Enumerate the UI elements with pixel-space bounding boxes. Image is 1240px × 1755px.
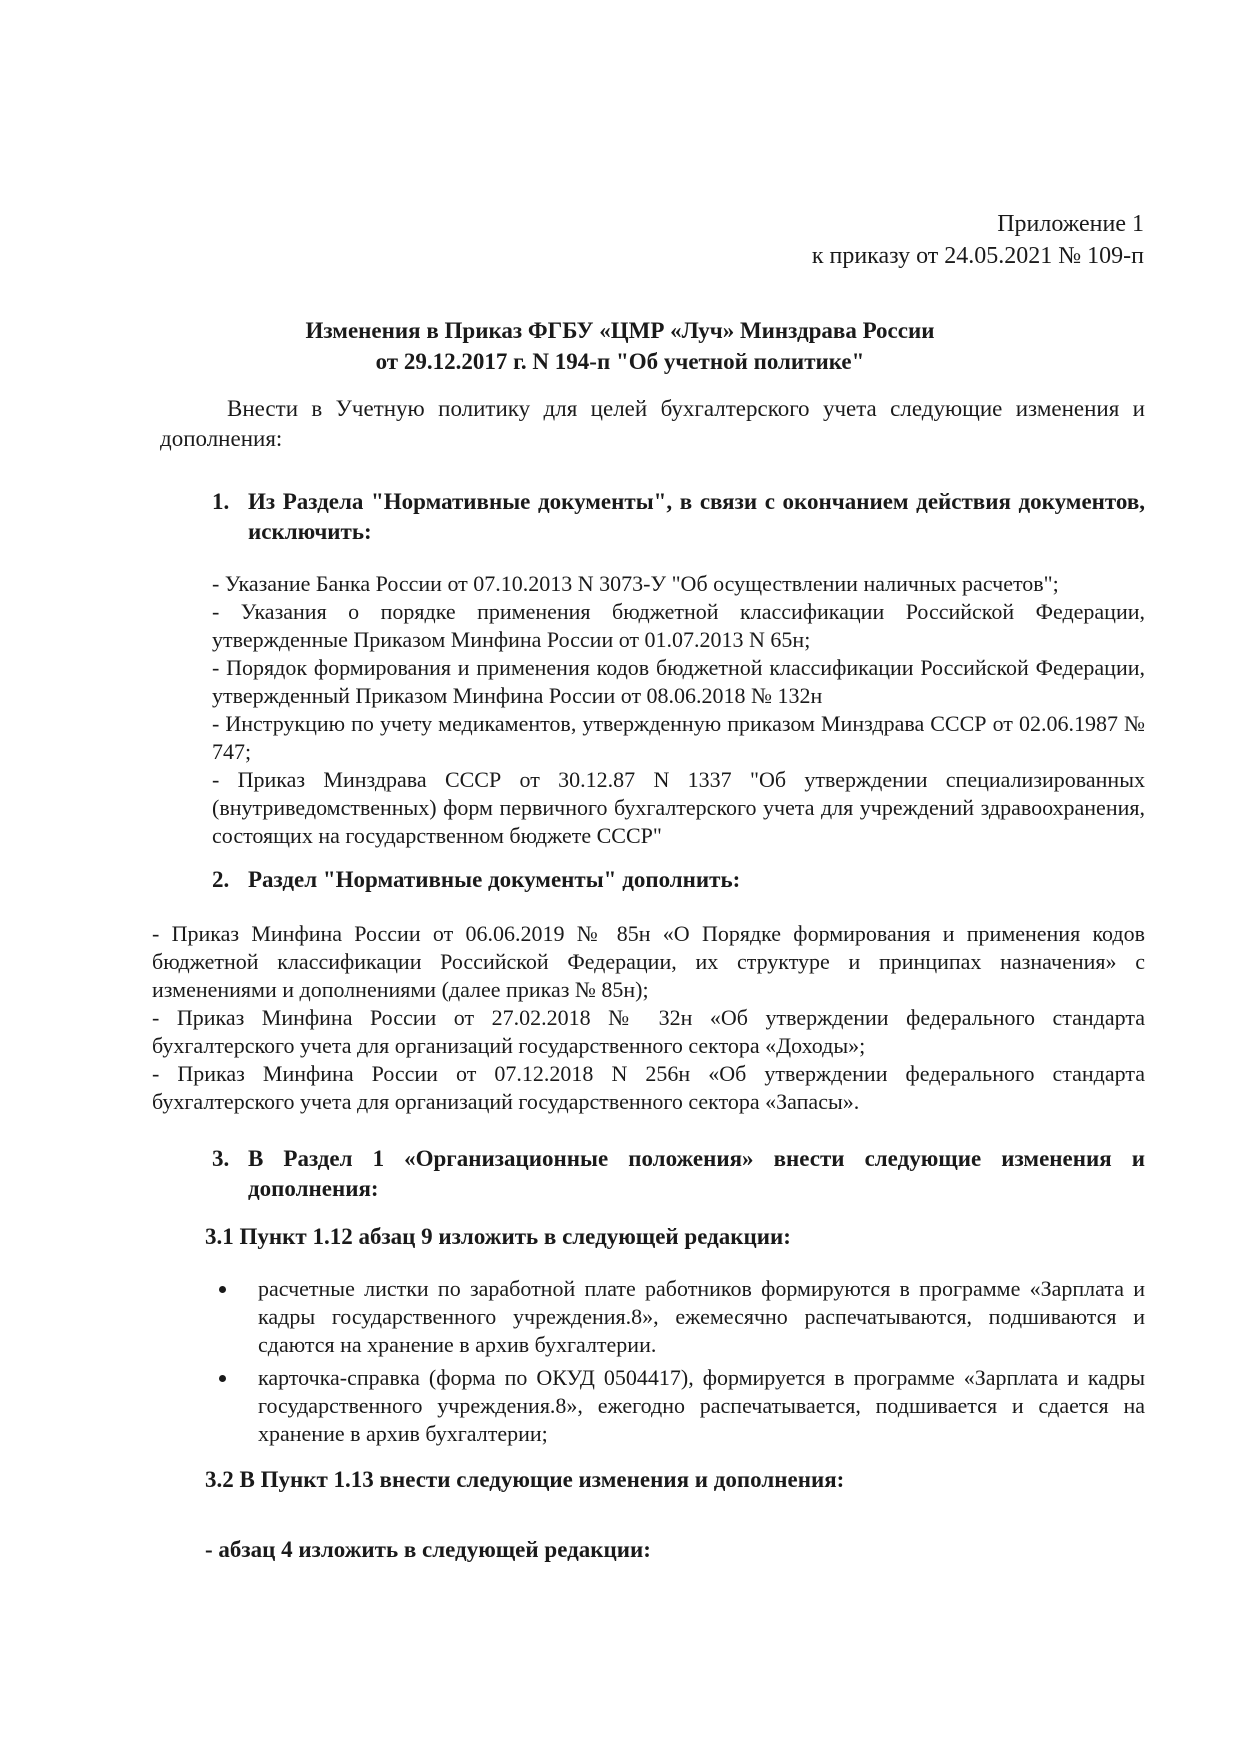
section-3-heading: [212, 1144, 1145, 1204]
appendix-order-reference: к приказу от 24.05.2021 № 109-п: [811, 243, 1144, 269]
bullet-item: [215, 1275, 1145, 1359]
list-item: - Указания о порядке применения бюджетной классификации Российской Федерации, утвержденные Приказом Минфина России от 01.07.2013 N 65н;: [212, 599, 1145, 652]
list-item: - Приказ Минздрава СССР от 30.12.87 N 1337 "Об утверждении специализированных (внутриведомственных) форм первичного бухгалтерского учета для учреждений здравоохранения, состоящих на государственном бюджете СССР": [212, 767, 1145, 848]
bullet-text: расчетные листки по заработной плате работников формируются в программе «Зарплата и кадры государственного учреждения.8», ежемесячно распечатываются, подшиваются и сдаются на хранение в архив бухгалтерии.: [258, 1276, 1145, 1357]
bullet-item: [215, 1364, 1145, 1448]
appendix-number: Приложение 1: [997, 211, 1144, 237]
paragraph-4-instruction: - абзац 4 изложить в следующей редакции:: [205, 1537, 651, 1562]
section-2-heading: [212, 865, 1145, 895]
section-3-number: 3.: [212, 1146, 230, 1171]
bullet-dot-icon: [219, 1375, 226, 1382]
bullet-text: карточка-справка (форма по ОКУД 0504417), формируется в программе «Зарплата и кадры государственного учреждения.8», ежегодно распечатывается, подшивается и сдается на хранение в архив бухгалтерии;: [258, 1365, 1145, 1446]
section-1-heading-text: Из Раздела "Нормативные документы", в связи с окончанием действия документов, исключить:: [248, 489, 1145, 544]
subsection-3-1-heading: 3.1 Пункт 1.12 абзац 9 изложить в следующей редакции:: [205, 1224, 791, 1249]
subsection-3-1-bullets: [215, 1275, 1145, 1453]
list-item: - Указание Банка России от 07.10.2013 N 3073-У "Об осуществлении наличных расчетов";: [212, 571, 1059, 596]
appendix-reference: [812, 208, 1144, 272]
list-item: - Порядок формирования и применения кодов бюджетной классификации Российской Федерации, утвержденный Приказом Минфина России от 08.06.2018 № 132н: [212, 655, 1145, 708]
section-1-number: 1.: [212, 489, 230, 514]
document-title-line-1: Изменения в Приказ ФГБУ «ЦМР «Луч» Минздрава России: [305, 318, 935, 343]
list-item: - Приказ Минфина России от 27.02.2018 № 32н «Об утверждении федерального стандарта бухгалтерского учета для организаций государственного сектора «Доходы»;: [152, 1005, 1145, 1058]
bullet-dot-icon: [219, 1286, 226, 1293]
section-1-heading: [212, 487, 1145, 547]
list-item: - Приказ Минфина России от 06.06.2019 № 85н «О Порядке формирования и применения кодов бюджетной классификации Российской Федерации, их структуре и принципах назначения» с изменениями и дополнениями (далее приказ № 85н);: [152, 921, 1145, 1002]
intro-paragraph: Внести в Учетную политику для целей бухгалтерского учета следующие изменения и дополнения:: [160, 396, 1145, 451]
section-1-list: [212, 570, 1145, 850]
list-item: - Инструкцию по учету медикаментов, утвержденную приказом Минздрава СССР от 02.06.1987 № 747;: [212, 711, 1145, 764]
list-item: - Приказ Минфина России от 07.12.2018 N 256н «Об утверждении федерального стандарта бухгалтерского учета для организаций государственного сектора «Запасы».: [152, 1061, 1145, 1114]
document-title: [150, 315, 1090, 377]
section-2-number: 2.: [212, 867, 230, 892]
section-2-heading-text: Раздел "Нормативные документы" дополнить:: [248, 867, 741, 892]
subsection-3-2-heading: 3.2 В Пункт 1.13 внести следующие изменения и дополнения:: [205, 1467, 845, 1492]
section-2-list: [152, 920, 1145, 1116]
document-title-line-2: от 29.12.2017 г. N 194-п "Об учетной политике": [375, 349, 865, 374]
section-3-heading-text: В Раздел 1 «Организационные положения» внести следующие изменения и дополнения:: [248, 1146, 1145, 1201]
